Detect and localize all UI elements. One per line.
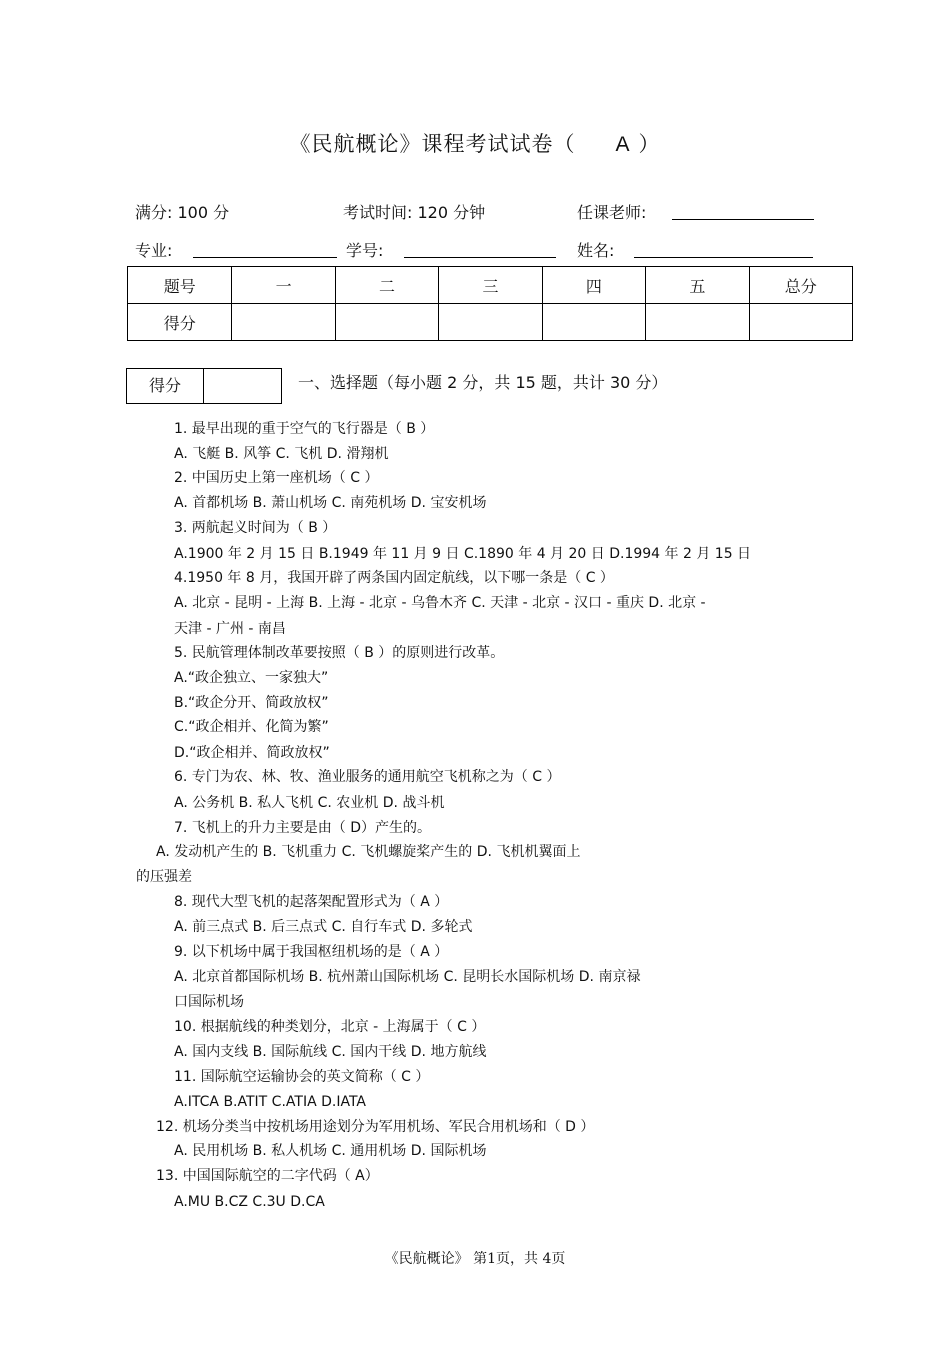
score-cell-header: 三	[439, 267, 542, 304]
question-line: 7. 飞机上的升力主要是由（ D）产生的。	[174, 820, 432, 836]
answer-options: A.ITCA B.ATIT C.ATIA D.IATA	[174, 1094, 366, 1110]
question-line: 1. 最早出现的重于空气的飞行器是（ B ）	[174, 421, 435, 437]
score-table-header-row	[128, 267, 853, 304]
score-cell[interactable]	[749, 304, 852, 341]
exam-time-label: 考试时间: 120 分钟	[343, 203, 486, 222]
question-line: 6. 专门为农、林、牧、渔业服务的通用航空飞机称之为（ C ）	[174, 769, 561, 785]
student-id-label: 学号:	[346, 241, 384, 260]
question-line: 10. 根据航线的种类划分，北京 - 上海属于（ C ）	[174, 1019, 486, 1035]
answer-options: A. 民用机场 B. 私人机场 C. 通用机场 D. 国际机场	[174, 1143, 487, 1159]
score-cell-header: 一	[232, 267, 335, 304]
score-table	[127, 266, 853, 341]
answer-options: A. 北京首都国际机场 B. 杭州萧山国际机场 C. 昆明长水国际机场 D. 南京禄	[174, 969, 641, 985]
section-score-box	[126, 368, 282, 404]
answer-options-continued: 天津 - 广州 - 南昌	[174, 621, 286, 637]
question-line: 12. 机场分类当中按机场用途划分为军用机场、军民合用机场和（ D ）	[156, 1119, 595, 1135]
answer-option: C.“政企相并、化简为繁”	[174, 719, 329, 735]
answer-options: A. 发动机产生的 B. 飞机重力 C. 飞机螺旋桨产生的 D. 飞机机翼面上	[156, 844, 581, 860]
exam-title	[0, 128, 950, 158]
answer-options-continued: 口国际机场	[174, 994, 244, 1010]
score-row-label: 得分	[128, 304, 232, 341]
page-footer: 《民航概论》 第1页，共 4页	[384, 1251, 566, 1267]
answer-option: B.“政企分开、简政放权”	[174, 695, 329, 711]
title-main: 《民航概论》课程考试试卷（	[289, 132, 576, 156]
score-cell[interactable]	[335, 304, 438, 341]
score-cell-header: 题号	[128, 267, 232, 304]
question-line: 13. 中国国际航空的二字代码（ A）	[156, 1168, 379, 1184]
answer-option: D.“政企相并、简政放权”	[174, 745, 330, 761]
answer-options: A.MU B.CZ C.3U D.CA	[174, 1194, 325, 1210]
answer-options-continued: 的压强差	[136, 869, 192, 885]
question-line: 9. 以下机场中属于我国枢纽机场的是（ A ）	[174, 944, 449, 960]
teacher-blank[interactable]	[672, 219, 814, 220]
paper-version-letter: A	[615, 133, 631, 156]
question-line: 4.1950 年 8 月，我国开辟了两条国内固定航线，以下哪一条是（ C ）	[174, 570, 614, 586]
section-title: 一、选择题（每小题 2 分，共 15 题，共计 30 分）	[298, 373, 668, 392]
major-label: 专业:	[135, 241, 173, 260]
student-id-blank[interactable]	[404, 257, 556, 258]
question-line: 2. 中国历史上第一座机场（ C ）	[174, 470, 379, 486]
score-cell-header: 四	[542, 267, 645, 304]
score-cell-header: 五	[646, 267, 749, 304]
question-line: 5. 民航管理体制改革要按照（ B ）的原则进行改革。	[174, 645, 505, 661]
score-cell[interactable]	[542, 304, 645, 341]
score-cell[interactable]	[646, 304, 749, 341]
answer-options: A.1900 年 2 月 15 日 B.1949 年 11 月 9 日 C.1890 年 4 月 20 日 D.1994 年 2 月 15 日	[174, 546, 752, 562]
score-cell-header: 二	[335, 267, 438, 304]
score-cell-header: 总分	[749, 267, 852, 304]
major-blank[interactable]	[193, 257, 337, 258]
title-close: ）	[638, 132, 661, 156]
answer-option: A.“政企独立、一家独大”	[174, 670, 329, 686]
answer-options: A. 国内支线 B. 国际航线 C. 国内干线 D. 地方航线	[174, 1044, 487, 1060]
score-table-score-row	[128, 304, 853, 341]
answer-options: A. 北京 - 昆明 - 上海 B. 上海 - 北京 - 乌鲁木齐 C. 天津 - 北京 - 汉口 - 重庆 D. 北京 -	[174, 595, 706, 611]
answer-options: A. 公务机 B. 私人飞机 C. 农业机 D. 战斗机	[174, 795, 445, 811]
question-line: 11. 国际航空运输协会的英文简称（ C ）	[174, 1069, 430, 1085]
question-line: 8. 现代大型飞机的起落架配置形式为（ A ）	[174, 894, 449, 910]
section-score-label: 得分	[127, 369, 204, 403]
name-blank[interactable]	[634, 257, 813, 258]
name-label: 姓名:	[577, 241, 615, 260]
answer-options: A. 飞艇 B. 风筝 C. 飞机 D. 滑翔机	[174, 446, 389, 462]
teacher-label: 任课老师:	[577, 203, 647, 222]
answer-options: A. 首都机场 B. 萧山机场 C. 南苑机场 D. 宝安机场	[174, 495, 487, 511]
question-line: 3. 两航起义时间为（ B ）	[174, 520, 337, 536]
answer-options: A. 前三点式 B. 后三点式 C. 自行车式 D. 多轮式	[174, 919, 473, 935]
score-cell[interactable]	[232, 304, 335, 341]
full-score-label: 满分: 100 分	[135, 203, 230, 222]
score-cell[interactable]	[439, 304, 542, 341]
